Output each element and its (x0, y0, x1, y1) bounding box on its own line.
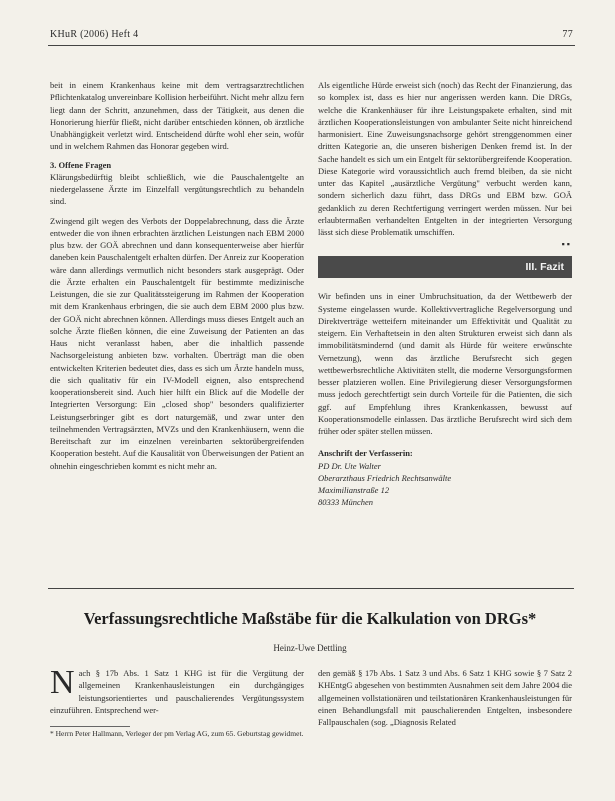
right-column (318, 79, 572, 509)
section-banner-fazit: III. Fazit (318, 256, 572, 278)
body-text: ach § 17b Abs. 1 Satz 1 KHG ist für die Vergütung der allgemeinen Krankenhausleistungen ein durchgängiges leistungsorientiertes und pauschalierendes Vergütungssystem einzuführen. Entsprechend wer- (50, 668, 304, 715)
body-paragraph: Wir befinden uns in einer Umbruchsituation, da der Wettbewerb der Systeme eingelassen wurde. Kollektivvertragliche Regelversorgung und Direktverträge wetteifern miteinander um Effektivität und Qualität zu steigern. Ein Verhaftetsein in den alten Strukturen erweist sich dann als immobilitätsmindernd (und damit als Hürde für weitere erwünschte Vernetzung), wenn das ärztliche Berufsrecht sich gegen wettbewerbsrechtliche Aktivitäten stellt, die moderne Versorgungsformen besser platzieren wollen. Eine Privilegierung dieser Versorgungsformen muss jedoch gerechtfertigt sein durch Vorteile für die Patienten, die sich ggf. auf Empfehlung ihres Krankenkassen, bewusst auf Kooperationsmodelle einlassen. Das ärztliche Berufsrecht wird sich dem früher oder später stellen müssen. (318, 291, 572, 436)
article-title: Verfassungsrechtliche Maßstäbe für die Kalkulation von DRGs* (83, 609, 537, 628)
body-text: den gemäß § 17b Abs. 1 Satz 3 und Abs. 6 Satz 1 KHG sowie § 7 Satz 2 KHEntgG abgesehen von bestimmten Ausnahmen seit dem Jahre 2004 die allgemeinen vollstationären und teilstationären Krankenhausleistungen für einen Behandlungsfall mit pauschalierenden Entgelten, insbesondere Fallpauschalen (sog. „Diagnosis Related (318, 668, 572, 727)
footnote-rule (50, 726, 130, 727)
address-line: Oberarzthaus Friedrich Rechtsanwälte (318, 472, 452, 483)
section-heading: 3. Offene Fragen (50, 159, 112, 170)
body-paragraph: Klärungsbedürftig bleibt schließlich, wie die Pauschalentgelte an niedergelassene Ärzte im Einzelfall vergütungsrechtlich zu behandeln sind. (50, 171, 304, 207)
footnote: * Herrn Peter Hallmann, Verleger der pm Verlag AG, zum 65. Geburtstag gewidmet. (50, 729, 304, 738)
address-line: 80333 München (318, 497, 374, 508)
address-line: Maximilianstraße 12 (318, 485, 390, 495)
body-paragraph: beit in einem Krankenhaus keine mit dem vertragsarztrechtlichen Pflichtenkatalog unvereinbare Kollision herbeiführt. Nicht mehr allzu fern liegt dann der Schritt, anzunehmen, dass der Tätigkeit, aus denen die Honorierung hierfür fließt, nicht darüber entschieden können, ob ärztliche Unabhängigkeit verletzt wird. Entscheidend dürfte wohl eher sein, wofür und in welchem Rahmen das Honorar gegeben wird. (50, 80, 304, 152)
address-heading: Anschrift der Verfasserin: (318, 448, 413, 459)
article-column-2 (318, 667, 572, 728)
running-header (50, 29, 573, 45)
article-column-1 (50, 664, 304, 716)
drop-cap: N (50, 664, 75, 701)
end-mark: ▪▪ (561, 239, 572, 250)
body-paragraph: Als eigentliche Hürde erweist sich (noch) das Recht der Finanzierung, das so komplex ist, dass es hier nur angerissen werden kann. Die DRGs, welche die Krankenhäuser für ihre Leistungspakete erhalten, sind mit ärztlichen Kooperationsleistungen von ambulanter Seite nicht hinreichend harmonisiert. Eine Zuweisungsnachsorge gehört strenggenommen einer dritten Kategorie an, die unseren bisherigen Denken fremd ist. In der Sache handelt es sich um ein Entgelt für sektorübergreifende Kooperation. Diese Kategorie wird voraussichtlich auch fremd bleiben, da sie nicht unter das Kapitel „ausärztliche Vergütung" verbucht werden kann, sondern sicherlich dazu führt, dass DRGs und EBM bzw. GOÄ gedanklich zu deren Rechtfertigung verringert werden müssen. Nur bei erlaubtermaßen verhandelten Entgelten in der integrierten Versorgung lässt sich diese Problematik umschiffen. (318, 80, 572, 237)
body-paragraph: Zwingend gilt wegen des Verbots der Doppelabrechnung, dass die Ärzte entweder die von ihnen erbrachten ärztlichen Leistungen nach EBM 2000 plus bzw. der GOÄ abrechnen und dann konsequenterweise aber hierfür daneben kein Pauschalentgelt erhalten dürfen. Der Anreiz zur Kooperation wäre dann allerdings vermutlich nicht besonders stark ausgeprägt. Oder die Ärzte erhalten ein Pauschalentgelt für bestimmte medizinische Leistungen, die sie zur Qualitätssteigerung im Rahmen der Kooperation mit dem Krankenhaus erbringen, die sie auch dem EBM 2000 plus bzw. der GOÄ nicht abrechnen können. Allerdings muss dieses Entgelt auch an solche Ärzte fließen können, die eine Zuweisung der Patienten an das Haus nicht veranlasst haben, aber die inhaltlich passende Nachsorgeleistung anbieten bzw. vorhalten. Überträgt man die oben entwickelten Kriterien bedeutet dies, dass es sich um Ärzte handeln muss, die sich qualitativ für ein IV-Modell eignen, also entsprechend kooperationsbereit sind. Auch hier hilft ein Blick auf die Modelle der Integrierten Versorgung: Ein „closed shop" besonders qualifizierter Leistungserbringer gibt es dort naturgemäß, und zwar unter den teilnehmenden Vertragsärzten, MVZs und den Krankenhäusern, wenn die Bereitschaft zur im einzelnen vereinbarten sektorübergreifenden Kooperation besteht. Auf die Kausalität von Überweisungen der Patient an ohnehin eingeschrieben kommt es nicht mehr an. (50, 215, 304, 471)
page-number: 77 (562, 29, 573, 40)
left-column (50, 79, 304, 472)
article-separator (48, 588, 574, 589)
article-author: Heinz-Uwe Dettling (273, 643, 347, 653)
header-rule (48, 45, 575, 46)
address-line: PD Dr. Ute Walter (318, 460, 381, 471)
journal-reference: KHuR (2006) Heft 4 (50, 29, 139, 40)
